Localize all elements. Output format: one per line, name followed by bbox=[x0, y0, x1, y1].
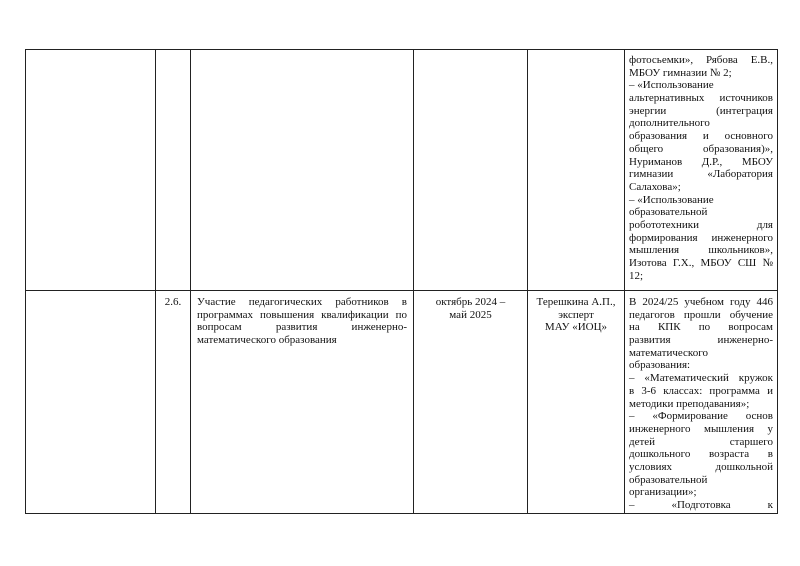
cell-task bbox=[190, 290, 414, 514]
text-line: условиях дошкольной bbox=[629, 460, 773, 473]
result-text bbox=[629, 54, 773, 282]
text-line: образования и основного bbox=[629, 130, 773, 143]
cell-task-top bbox=[190, 49, 414, 291]
text-line: организации»; bbox=[629, 486, 697, 499]
text-line: Нуриманов Д.Р., МБОУ bbox=[629, 155, 773, 168]
cell-responsible-top bbox=[527, 49, 625, 291]
text-line: – «Использование bbox=[629, 193, 714, 206]
plan-table bbox=[25, 49, 778, 514]
text-line: мышления школьников», bbox=[629, 244, 773, 257]
text-line: Изотова Г.Х., МБОУ СШ № bbox=[629, 257, 773, 269]
text-line: общего образования)», bbox=[629, 142, 773, 155]
result-text bbox=[629, 296, 773, 512]
text-line: педагогов прошли обучение bbox=[629, 308, 773, 321]
text-line: программах повышения квалификации по bbox=[197, 308, 407, 321]
text-line: вопросам развития инженерно- bbox=[197, 321, 407, 334]
text-line: МБОУ гимназии № 2; bbox=[629, 66, 732, 79]
text-line: дошкольного возраста в bbox=[629, 448, 773, 461]
cell-period-top bbox=[413, 49, 528, 291]
text-line: математического образования bbox=[197, 334, 337, 347]
text-line: образовательной bbox=[629, 206, 708, 219]
row-number: 2.6. bbox=[164, 296, 182, 308]
period-text bbox=[414, 296, 527, 321]
text-line: на КПК по вопросам bbox=[629, 321, 773, 334]
text-line: – «Математический кружок bbox=[629, 372, 773, 385]
text-line: октябрь 2024 – bbox=[435, 296, 506, 308]
cell-number-top bbox=[155, 49, 191, 291]
task-text bbox=[197, 296, 407, 347]
text-line: фотосьемки», Рябова Е.В., bbox=[629, 54, 773, 66]
text-line: энергии (интеграция bbox=[629, 104, 773, 117]
cell-col1-2-6 bbox=[25, 290, 156, 514]
cell-period bbox=[413, 290, 528, 514]
text-line: В 2024/25 учебном году 446 bbox=[629, 296, 773, 308]
cell-responsible bbox=[527, 290, 625, 514]
text-line: математического bbox=[629, 346, 708, 359]
text-line: Участие педагогических работников в bbox=[197, 296, 407, 308]
text-line: образовательной bbox=[629, 473, 708, 486]
text-line: – «Использование bbox=[629, 79, 714, 92]
text-line: Терешкина А.П., bbox=[536, 296, 616, 308]
text-line: методики преподавания»; bbox=[629, 397, 750, 410]
text-line: – «Формирование основ bbox=[629, 410, 773, 423]
text-line: гимназии «Лаборатория bbox=[629, 168, 773, 181]
cell-number bbox=[155, 290, 191, 514]
text-line: развития инженерно- bbox=[629, 334, 773, 347]
text-line: в 3-6 классах: программа и bbox=[629, 384, 773, 397]
text-line: дополнительного bbox=[629, 117, 710, 130]
text-line: альтернативных источников bbox=[629, 92, 773, 105]
text-line: робототехники для bbox=[629, 218, 773, 231]
text-line: образования: bbox=[629, 359, 691, 372]
cell-result-top bbox=[624, 49, 778, 291]
text-line: МАУ «ИОЦ» bbox=[544, 321, 608, 334]
responsible-text bbox=[528, 296, 624, 334]
text-line: 12; bbox=[629, 269, 644, 282]
text-line: детей старшего bbox=[629, 435, 773, 448]
cell-col1-top bbox=[25, 49, 156, 291]
text-line: Салахова»; bbox=[629, 180, 681, 193]
text-line: май 2025 bbox=[449, 308, 492, 321]
text-line: формирования инженерного bbox=[629, 231, 773, 244]
text-line: – «Подготовка к bbox=[629, 499, 773, 511]
text-line: инженерного мышления у bbox=[629, 422, 773, 435]
text-line: эксперт bbox=[558, 308, 594, 321]
cell-result bbox=[624, 290, 778, 514]
